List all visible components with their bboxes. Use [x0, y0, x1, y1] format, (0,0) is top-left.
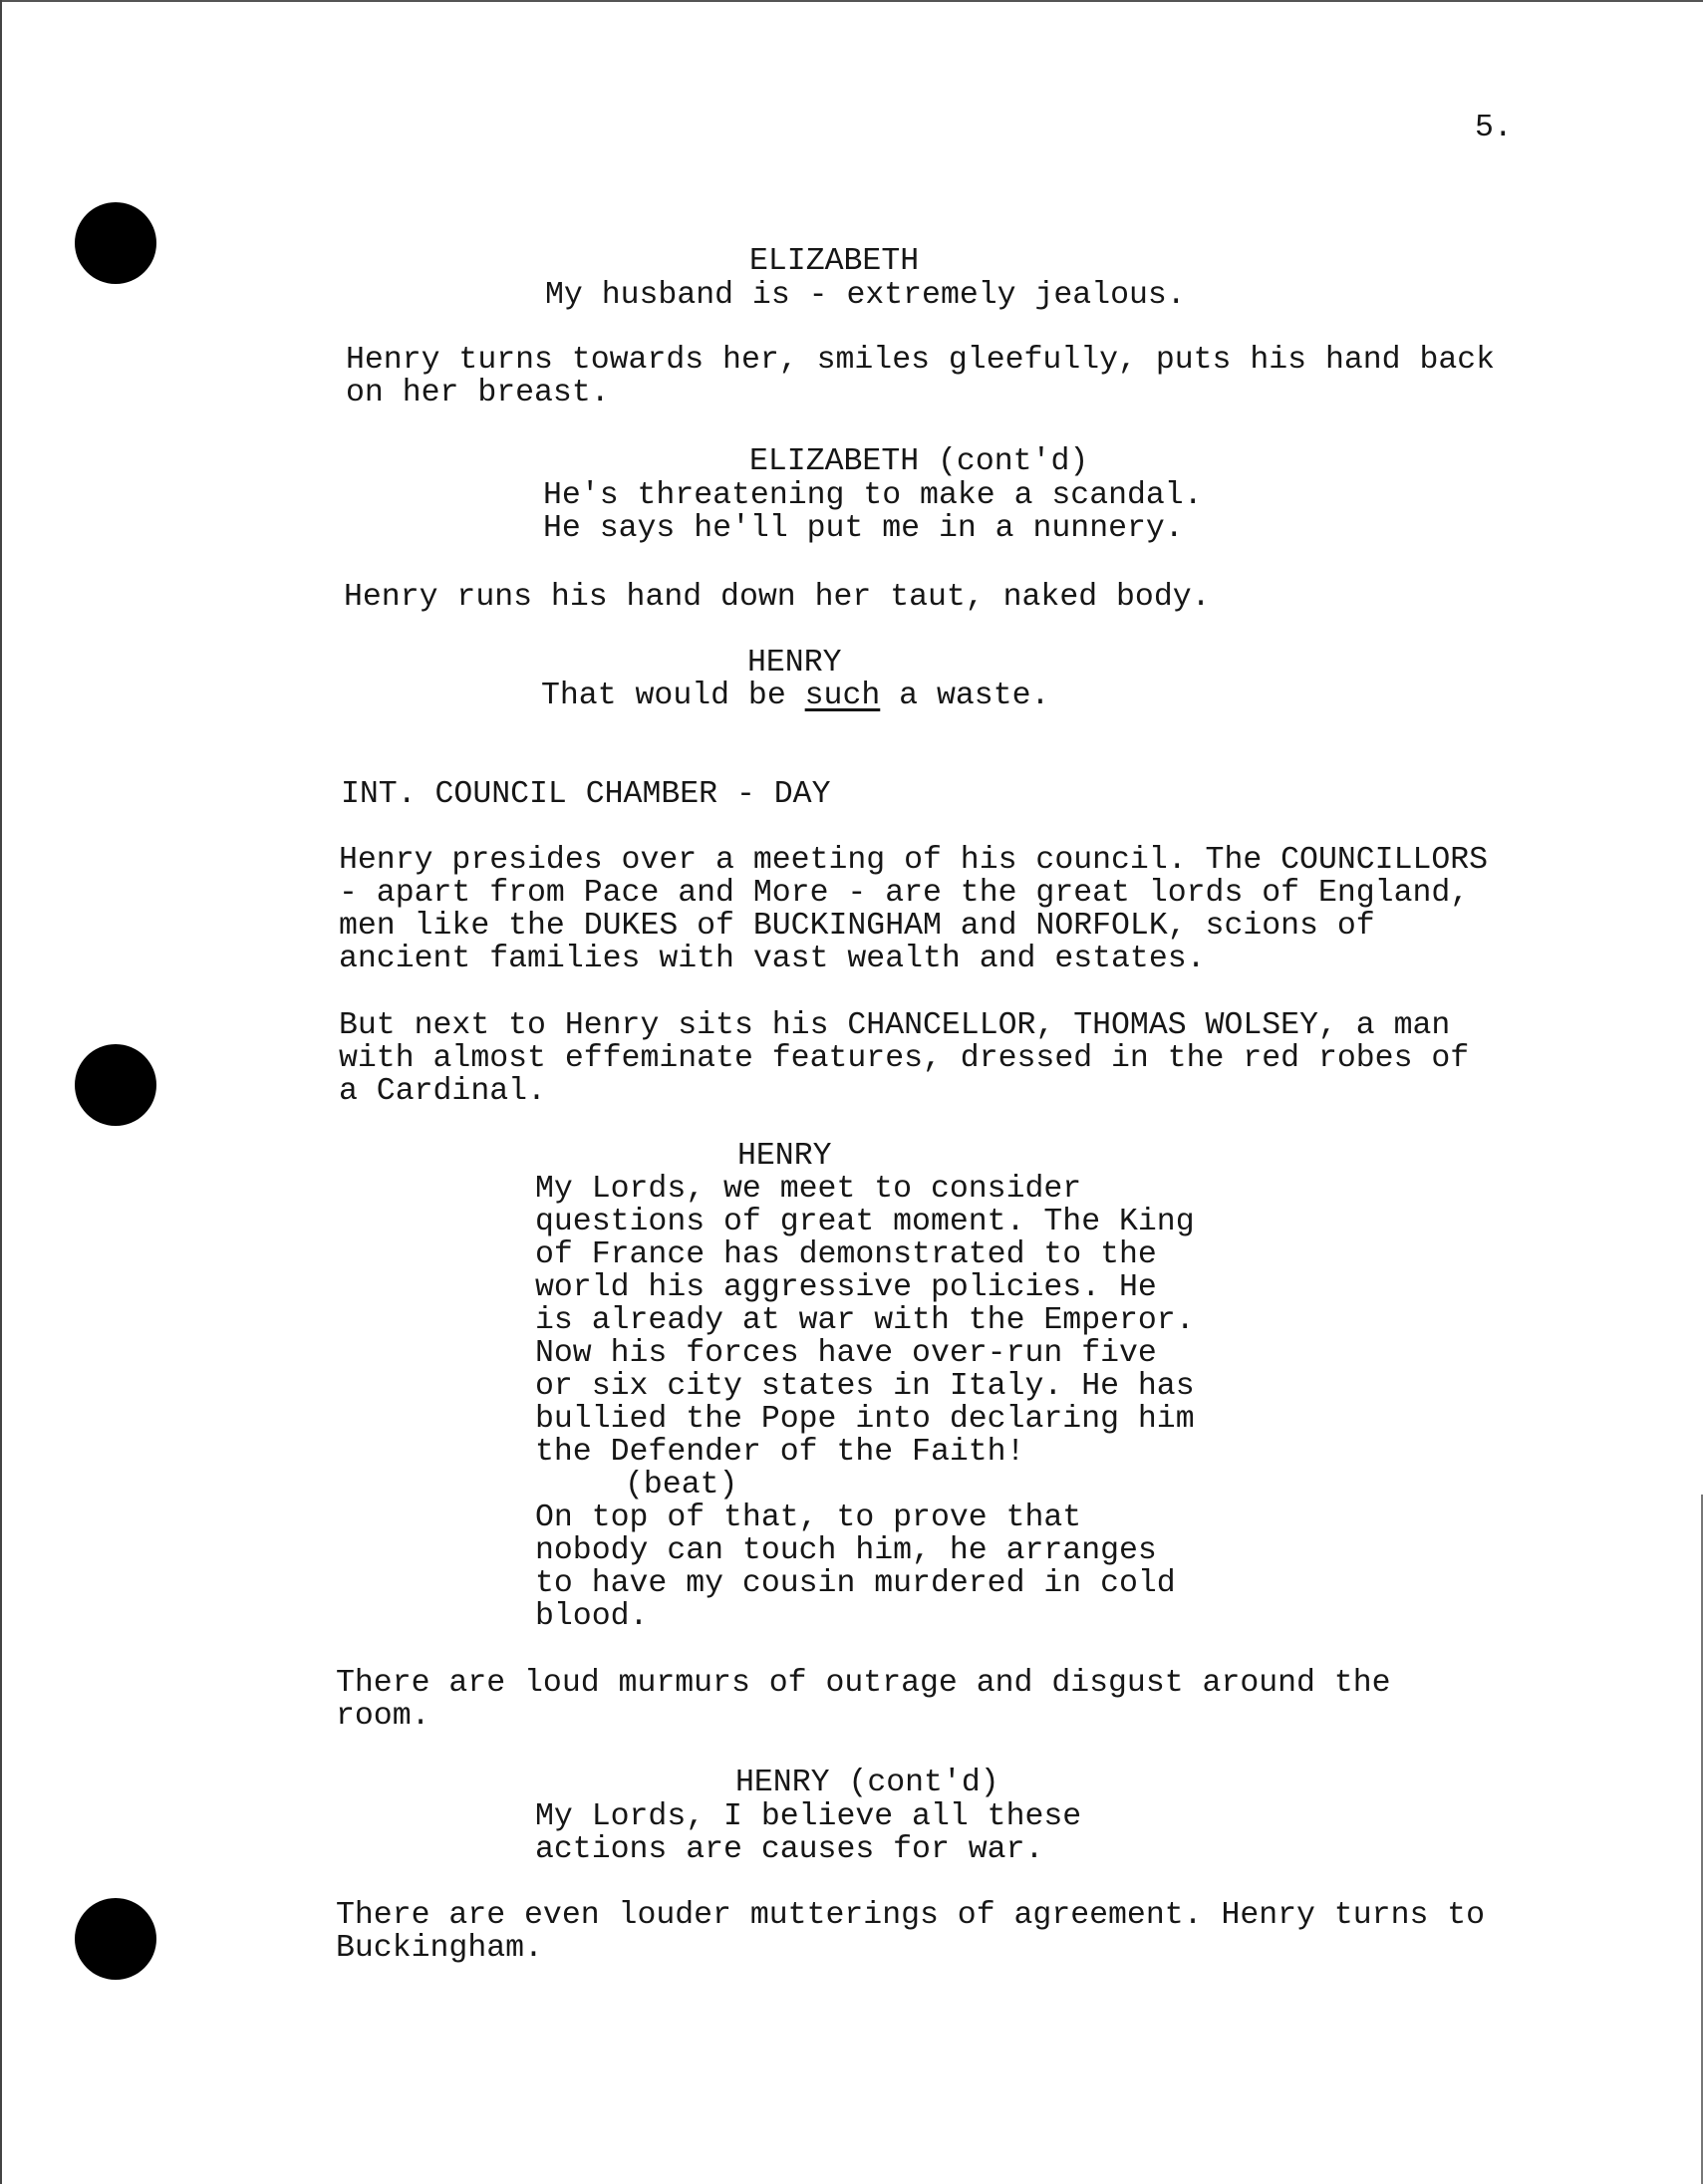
action-line: But next to Henry sits his CHANCELLOR, THOMAS WOLSEY, a man with almost effeminate features, dressed in the red robes of a Cardinal.: [339, 1008, 1470, 1109]
character-cue: HENRY (cont'd): [735, 1766, 999, 1800]
character-cue: ELIZABETH (cont'd): [749, 444, 1089, 479]
scan-edge-top: [0, 0, 1703, 2]
parenthetical: (beat): [625, 1468, 738, 1502]
character-cue: HENRY: [747, 646, 842, 681]
character-cue: ELIZABETH: [749, 244, 920, 279]
punch-hole-middle: [75, 1044, 156, 1126]
scene-heading: INT. COUNCIL CHAMBER - DAY: [341, 777, 831, 812]
dialogue-with-emphasis: [541, 680, 1049, 712]
action-line: Henry presides over a meeting of his council. The COUNCILLORS - apart from Pace and More - are the great lords of England, men like the DUKES of BUCKINGHAM and NORFOLK, scions of ancient families with vast wealth and estates.: [339, 843, 1489, 976]
dialogue: My Lords, I believe all these actions are causes for war.: [535, 1799, 1082, 1867]
underlined-word: such: [804, 679, 881, 713]
action-line: There are even louder mutterings of agreement. Henry turns to Buckingham.: [336, 1898, 1486, 1966]
dialogue: My Lords, we meet to consider questions of great moment. The King of France has demonstrated to the world his aggressive policies. He is already at war with the Emperor. Now his forces have over-run five or six city states in Italy. He has bullied the Pope into declaring him the Defender of the Faith!: [535, 1172, 1195, 1470]
dialogue-text: That would be: [541, 679, 805, 713]
dialogue: He's threatening to make a scandal. He says he'll put me in a nunnery.: [543, 478, 1203, 546]
punch-hole-bottom: [75, 1898, 156, 1980]
dialogue-text: a waste.: [880, 679, 1050, 713]
dialogue: My husband is - extremely jealous.: [545, 278, 1186, 313]
action-line: Henry turns towards her, smiles gleefully, puts his hand back on her breast.: [346, 343, 1496, 410]
scan-edge-left: [0, 0, 2, 2184]
action-line: There are loud murmurs of outrage and disgust around the room.: [336, 1666, 1391, 1734]
character-cue: HENRY: [737, 1139, 832, 1174]
page-number: 5.: [1475, 111, 1513, 145]
dialogue: On top of that, to prove that nobody can touch him, he arranges to have my cousin murdered in cold blood.: [535, 1501, 1176, 1634]
action-line: Henry runs his hand down her taut, naked body.: [344, 580, 1211, 615]
punch-hole-top: [75, 202, 156, 284]
